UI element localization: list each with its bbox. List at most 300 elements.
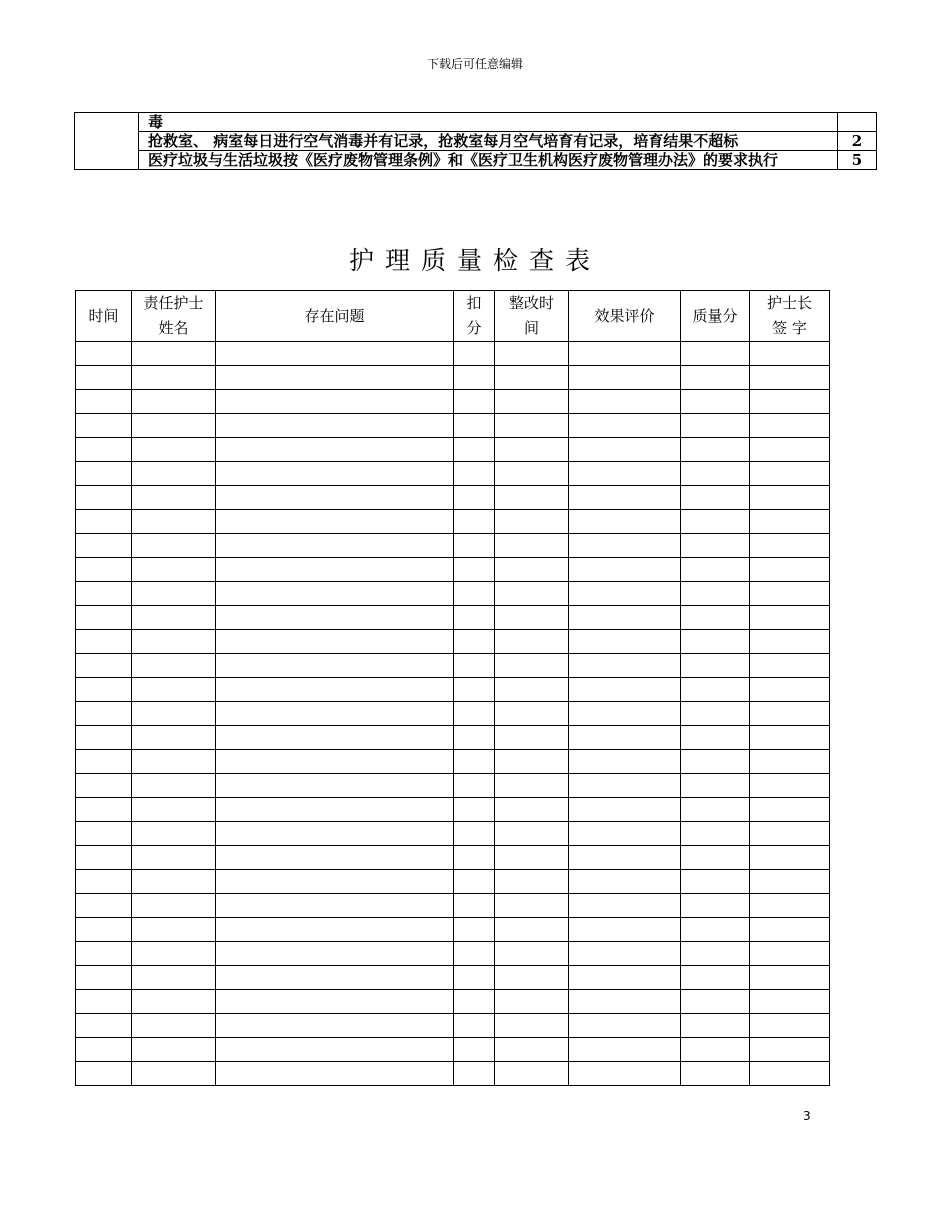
table-cell[interactable] <box>750 702 830 726</box>
table-cell[interactable] <box>76 462 132 486</box>
table-cell[interactable] <box>132 870 216 894</box>
table-cell[interactable] <box>681 1062 750 1086</box>
column-header-label: 效果评价 <box>594 306 655 325</box>
table-cell[interactable] <box>750 630 830 654</box>
table-cell[interactable] <box>132 750 216 774</box>
table-cell[interactable] <box>454 726 495 750</box>
table-cell[interactable] <box>681 342 750 366</box>
table-cell[interactable] <box>750 870 830 894</box>
table-cell[interactable] <box>569 918 681 942</box>
table-cell[interactable] <box>132 366 216 390</box>
table-cell[interactable] <box>454 1062 495 1086</box>
table-cell[interactable] <box>495 726 569 750</box>
table-cell[interactable] <box>132 966 216 990</box>
table-cell[interactable] <box>132 606 216 630</box>
table-cell[interactable] <box>495 558 569 582</box>
table-cell[interactable] <box>76 822 132 846</box>
table-cell[interactable] <box>216 702 454 726</box>
table-cell[interactable] <box>454 462 495 486</box>
table-cell[interactable] <box>569 822 681 846</box>
table-cell[interactable] <box>569 582 681 606</box>
table-cell[interactable] <box>681 366 750 390</box>
table-row <box>76 558 830 582</box>
table-cell[interactable] <box>569 966 681 990</box>
table-cell[interactable] <box>495 702 569 726</box>
table-cell[interactable] <box>132 654 216 678</box>
table-cell[interactable] <box>495 366 569 390</box>
table-cell[interactable] <box>681 558 750 582</box>
table-cell[interactable] <box>76 726 132 750</box>
table-cell[interactable] <box>750 438 830 462</box>
table-cell[interactable] <box>216 846 454 870</box>
column-header-label: 护士长 <box>766 294 812 312</box>
table-cell[interactable] <box>750 894 830 918</box>
table-row <box>76 654 830 678</box>
table-cell[interactable] <box>569 774 681 798</box>
column-header-label: 姓名 <box>158 319 189 337</box>
table-cell[interactable] <box>569 990 681 1014</box>
table-cell[interactable] <box>750 750 830 774</box>
table-cell[interactable] <box>681 654 750 678</box>
table-cell[interactable] <box>750 798 830 822</box>
table-cell[interactable] <box>569 558 681 582</box>
table-cell[interactable] <box>76 534 132 558</box>
table-cell[interactable] <box>569 654 681 678</box>
table-cell[interactable] <box>750 678 830 702</box>
table-cell[interactable] <box>569 726 681 750</box>
table-cell[interactable] <box>681 846 750 870</box>
table-cell[interactable] <box>216 822 454 846</box>
table-cell[interactable] <box>495 1062 569 1086</box>
table-cell[interactable] <box>132 798 216 822</box>
criteria-text: 毒 <box>139 113 838 132</box>
table-cell[interactable] <box>132 942 216 966</box>
table-row <box>76 390 830 414</box>
table-cell[interactable] <box>76 414 132 438</box>
table-cell[interactable] <box>495 1038 569 1062</box>
table-cell[interactable] <box>216 894 454 918</box>
table-cell[interactable] <box>681 942 750 966</box>
table-cell[interactable] <box>495 630 569 654</box>
table-cell[interactable] <box>132 342 216 366</box>
table-cell[interactable] <box>569 870 681 894</box>
table-cell[interactable] <box>454 654 495 678</box>
table-cell[interactable] <box>454 750 495 774</box>
table-cell[interactable] <box>132 414 216 438</box>
table-cell[interactable] <box>76 702 132 726</box>
table-row <box>76 774 830 798</box>
table-cell[interactable] <box>76 750 132 774</box>
table-cell[interactable] <box>454 678 495 702</box>
table-cell[interactable] <box>76 606 132 630</box>
table-row <box>76 534 830 558</box>
table-row <box>76 1014 830 1038</box>
table-cell[interactable] <box>750 582 830 606</box>
table-cell[interactable] <box>750 774 830 798</box>
table-cell[interactable] <box>750 654 830 678</box>
table-cell[interactable] <box>216 486 454 510</box>
table-cell[interactable] <box>454 1038 495 1062</box>
table-cell[interactable] <box>495 750 569 774</box>
table-cell[interactable] <box>681 606 750 630</box>
table-cell[interactable] <box>495 798 569 822</box>
table-cell[interactable] <box>132 894 216 918</box>
table-cell[interactable] <box>750 1038 830 1062</box>
table-cell[interactable] <box>454 1014 495 1038</box>
table-cell[interactable] <box>76 798 132 822</box>
table-cell[interactable] <box>454 942 495 966</box>
table-row <box>76 966 830 990</box>
table-cell[interactable] <box>76 1014 132 1038</box>
table-cell[interactable] <box>216 798 454 822</box>
table-cell[interactable] <box>495 870 569 894</box>
table-cell[interactable] <box>681 870 750 894</box>
table-cell[interactable] <box>132 678 216 702</box>
table-cell[interactable] <box>76 510 132 534</box>
table-cell[interactable] <box>495 942 569 966</box>
table-cell[interactable] <box>681 894 750 918</box>
table-cell[interactable] <box>216 678 454 702</box>
table-cell[interactable] <box>681 750 750 774</box>
table-cell[interactable] <box>495 1014 569 1038</box>
table-cell[interactable] <box>76 390 132 414</box>
table-cell[interactable] <box>454 990 495 1014</box>
table-cell[interactable] <box>76 846 132 870</box>
criteria-text: 抢救室、 病室每日进行空气消毒并有记录，抢救室每月空气培育有记录，培育结果不超标 <box>139 132 838 151</box>
table-row <box>76 1038 830 1062</box>
table-cell[interactable] <box>76 678 132 702</box>
table-cell[interactable] <box>569 606 681 630</box>
table-cell[interactable] <box>569 414 681 438</box>
table-cell[interactable] <box>216 1038 454 1062</box>
table-cell[interactable] <box>454 558 495 582</box>
column-header <box>454 291 495 342</box>
column-header-label: 签 字 <box>772 319 807 337</box>
table-cell[interactable] <box>454 510 495 534</box>
table-cell[interactable] <box>495 606 569 630</box>
table-cell[interactable] <box>454 966 495 990</box>
table-cell[interactable] <box>569 798 681 822</box>
table-cell[interactable] <box>454 606 495 630</box>
table-cell[interactable] <box>76 966 132 990</box>
table-cell[interactable] <box>132 390 216 414</box>
table-cell[interactable] <box>216 438 454 462</box>
table-cell[interactable] <box>216 558 454 582</box>
column-header-label: 间 <box>523 319 539 337</box>
table-cell[interactable] <box>495 390 569 414</box>
page-title: 护理质量检查表 <box>348 246 601 275</box>
table-cell[interactable] <box>454 486 495 510</box>
table-row <box>76 750 830 774</box>
table-cell[interactable] <box>132 990 216 1014</box>
table-cell[interactable] <box>495 918 569 942</box>
table-row <box>76 630 830 654</box>
column-header-label: 扣 <box>466 294 482 312</box>
table-cell[interactable] <box>216 918 454 942</box>
table-cell[interactable] <box>216 534 454 558</box>
table-cell[interactable] <box>132 702 216 726</box>
table-cell[interactable] <box>569 750 681 774</box>
table-cell[interactable] <box>495 462 569 486</box>
table-cell[interactable] <box>76 990 132 1014</box>
table-cell[interactable] <box>132 510 216 534</box>
table-cell[interactable] <box>76 1038 132 1062</box>
table-cell[interactable] <box>681 822 750 846</box>
table-cell[interactable] <box>495 486 569 510</box>
table-cell[interactable] <box>454 846 495 870</box>
table-row <box>76 894 830 918</box>
table-cell[interactable] <box>681 534 750 558</box>
table-cell[interactable] <box>454 342 495 366</box>
table-cell[interactable] <box>681 702 750 726</box>
table-cell[interactable] <box>76 582 132 606</box>
table-cell[interactable] <box>681 726 750 750</box>
criteria-table-fragment <box>74 112 877 170</box>
table-cell[interactable] <box>495 438 569 462</box>
table-cell[interactable] <box>569 630 681 654</box>
table-cell[interactable] <box>454 918 495 942</box>
table-row <box>76 582 830 606</box>
table-cell[interactable] <box>216 774 454 798</box>
table-cell[interactable] <box>569 894 681 918</box>
table-cell[interactable] <box>454 414 495 438</box>
table-cell[interactable] <box>681 510 750 534</box>
table-cell[interactable] <box>681 486 750 510</box>
table-cell[interactable] <box>569 1062 681 1086</box>
table-cell[interactable] <box>132 918 216 942</box>
table-cell[interactable] <box>569 942 681 966</box>
table-row <box>76 678 830 702</box>
criteria-text: 医疗垃圾与生活垃圾按《医疗废物管理条例》和《医疗卫生机构医疗废物管理办法》的要求执行 <box>139 151 838 170</box>
table-cell[interactable] <box>132 846 216 870</box>
table-cell[interactable] <box>495 894 569 918</box>
table-cell[interactable] <box>216 390 454 414</box>
table-cell[interactable] <box>76 870 132 894</box>
table-cell[interactable] <box>216 990 454 1014</box>
table-cell[interactable] <box>216 414 454 438</box>
table-cell[interactable] <box>216 1014 454 1038</box>
table-cell[interactable] <box>750 822 830 846</box>
table-cell[interactable] <box>216 606 454 630</box>
table-cell[interactable] <box>681 1038 750 1062</box>
table-cell[interactable] <box>454 870 495 894</box>
table-cell[interactable] <box>569 342 681 366</box>
category-cell <box>75 113 139 170</box>
table-cell[interactable] <box>76 558 132 582</box>
column-header-label: 时间 <box>88 306 119 325</box>
table-cell[interactable] <box>750 342 830 366</box>
table-cell[interactable] <box>681 774 750 798</box>
table-row <box>76 486 830 510</box>
table-cell[interactable] <box>495 510 569 534</box>
column-header-label: 质量分 <box>692 306 738 325</box>
table-cell[interactable] <box>454 702 495 726</box>
table-cell[interactable] <box>569 510 681 534</box>
table-row <box>76 414 830 438</box>
table-cell[interactable] <box>750 942 830 966</box>
table-row <box>76 462 830 486</box>
criteria-row <box>75 132 877 151</box>
table-cell[interactable] <box>750 534 830 558</box>
table-cell[interactable] <box>569 366 681 390</box>
table-cell[interactable] <box>495 822 569 846</box>
table-cell[interactable] <box>750 918 830 942</box>
table-cell[interactable] <box>216 1062 454 1086</box>
table-cell[interactable] <box>216 510 454 534</box>
table-cell[interactable] <box>569 390 681 414</box>
table-cell[interactable] <box>750 1062 830 1086</box>
table-cell[interactable] <box>76 1062 132 1086</box>
table-row <box>76 1062 830 1086</box>
table-cell[interactable] <box>750 414 830 438</box>
table-cell[interactable] <box>750 726 830 750</box>
column-header <box>132 291 216 342</box>
table-cell[interactable] <box>132 462 216 486</box>
table-cell[interactable] <box>750 462 830 486</box>
table-cell[interactable] <box>132 438 216 462</box>
table-cell[interactable] <box>132 1038 216 1062</box>
table-cell[interactable] <box>750 390 830 414</box>
criteria-row <box>75 151 877 170</box>
table-cell[interactable] <box>132 582 216 606</box>
header-note: 下载后可任意编辑 <box>426 57 523 71</box>
table-row <box>76 606 830 630</box>
table-cell[interactable] <box>681 990 750 1014</box>
table-cell[interactable] <box>495 342 569 366</box>
table-cell[interactable] <box>76 942 132 966</box>
column-header <box>495 291 569 342</box>
table-cell[interactable] <box>76 438 132 462</box>
table-cell[interactable] <box>132 486 216 510</box>
table-cell[interactable] <box>750 510 830 534</box>
table-cell[interactable] <box>681 414 750 438</box>
table-cell[interactable] <box>76 918 132 942</box>
table-cell[interactable] <box>495 414 569 438</box>
table-cell[interactable] <box>750 606 830 630</box>
table-cell[interactable] <box>216 342 454 366</box>
table-cell[interactable] <box>454 822 495 846</box>
table-cell[interactable] <box>681 582 750 606</box>
table-cell[interactable] <box>569 678 681 702</box>
table-cell[interactable] <box>454 390 495 414</box>
table-cell[interactable] <box>216 366 454 390</box>
table-cell[interactable] <box>216 942 454 966</box>
table-cell[interactable] <box>454 630 495 654</box>
table-cell[interactable] <box>132 726 216 750</box>
table-cell[interactable] <box>495 654 569 678</box>
table-cell[interactable] <box>495 774 569 798</box>
table-cell[interactable] <box>750 486 830 510</box>
table-cell[interactable] <box>681 462 750 486</box>
table-cell[interactable] <box>132 774 216 798</box>
table-cell[interactable] <box>454 366 495 390</box>
table-cell[interactable] <box>454 582 495 606</box>
table-cell[interactable] <box>216 462 454 486</box>
table-cell[interactable] <box>495 846 569 870</box>
table-cell[interactable] <box>132 534 216 558</box>
table-cell[interactable] <box>76 486 132 510</box>
table-cell[interactable] <box>76 630 132 654</box>
table-cell[interactable] <box>681 918 750 942</box>
table-row <box>76 846 830 870</box>
table-cell[interactable] <box>681 966 750 990</box>
criteria-score: 2 <box>838 132 877 151</box>
table-cell[interactable] <box>681 1014 750 1038</box>
table-cell[interactable] <box>681 438 750 462</box>
column-header <box>76 291 132 342</box>
table-cell[interactable] <box>569 486 681 510</box>
table-row <box>76 438 830 462</box>
table-cell[interactable] <box>750 1014 830 1038</box>
table-cell[interactable] <box>681 798 750 822</box>
table-row <box>76 822 830 846</box>
table-cell[interactable] <box>216 654 454 678</box>
table-cell[interactable] <box>681 390 750 414</box>
table-cell[interactable] <box>681 678 750 702</box>
column-header-label: 整改时 <box>508 294 554 312</box>
table-cell[interactable] <box>569 1014 681 1038</box>
table-cell[interactable] <box>216 630 454 654</box>
table-cell[interactable] <box>132 822 216 846</box>
table-cell[interactable] <box>216 726 454 750</box>
table-cell[interactable] <box>216 870 454 894</box>
criteria-score <box>838 113 877 132</box>
table-cell[interactable] <box>569 534 681 558</box>
table-cell[interactable] <box>454 798 495 822</box>
table-cell[interactable] <box>495 534 569 558</box>
column-header-label: 分 <box>466 319 482 337</box>
table-cell[interactable] <box>76 342 132 366</box>
table-cell[interactable] <box>132 558 216 582</box>
table-row <box>76 942 830 966</box>
table-row <box>76 366 830 390</box>
table-header-row <box>76 291 830 342</box>
table-cell[interactable] <box>750 558 830 582</box>
table-cell[interactable] <box>132 1062 216 1086</box>
table-cell[interactable] <box>750 846 830 870</box>
table-cell[interactable] <box>681 630 750 654</box>
table-cell[interactable] <box>750 990 830 1014</box>
column-header <box>681 291 750 342</box>
table-cell[interactable] <box>76 366 132 390</box>
table-cell[interactable] <box>495 582 569 606</box>
table-cell[interactable] <box>76 894 132 918</box>
column-header <box>216 291 454 342</box>
table-cell[interactable] <box>454 894 495 918</box>
table-cell[interactable] <box>569 846 681 870</box>
table-cell[interactable] <box>495 990 569 1014</box>
table-cell[interactable] <box>132 1014 216 1038</box>
table-cell[interactable] <box>569 702 681 726</box>
table-cell[interactable] <box>495 678 569 702</box>
table-cell[interactable] <box>76 654 132 678</box>
table-cell[interactable] <box>454 438 495 462</box>
table-cell[interactable] <box>132 630 216 654</box>
table-cell[interactable] <box>750 966 830 990</box>
table-row <box>76 726 830 750</box>
table-cell[interactable] <box>495 966 569 990</box>
table-cell[interactable] <box>569 1038 681 1062</box>
table-cell[interactable] <box>750 366 830 390</box>
table-cell[interactable] <box>569 438 681 462</box>
table-cell[interactable] <box>454 774 495 798</box>
table-cell[interactable] <box>216 966 454 990</box>
table-cell[interactable] <box>569 462 681 486</box>
table-cell[interactable] <box>216 750 454 774</box>
table-cell[interactable] <box>76 774 132 798</box>
table-cell[interactable] <box>454 534 495 558</box>
table-cell[interactable] <box>216 582 454 606</box>
